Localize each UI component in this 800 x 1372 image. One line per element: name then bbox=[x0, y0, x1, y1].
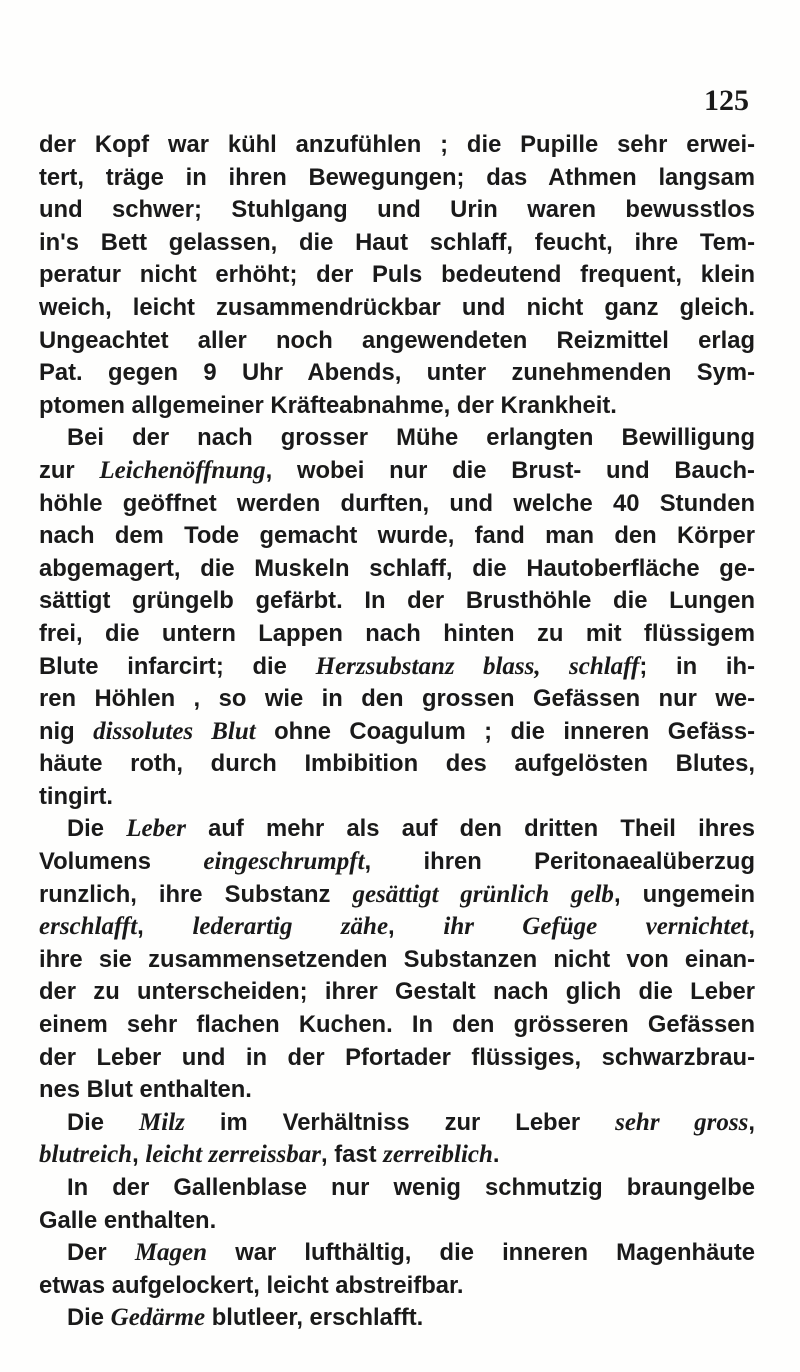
text-line bbox=[39, 292, 755, 325]
text-segment: peratur nicht erhöht; der Puls bedeutend frequent, klein bbox=[39, 261, 755, 289]
text-line bbox=[39, 911, 755, 944]
text-line bbox=[39, 520, 755, 553]
emphasized-term: Leichenöffnung bbox=[99, 456, 266, 484]
text-line bbox=[39, 1139, 755, 1172]
text-segment: runzlich, ihre Substanz bbox=[39, 880, 353, 908]
text-line bbox=[39, 716, 755, 749]
text-segment: nach dem Tode gemacht wurde, fand man den Körper bbox=[39, 522, 755, 550]
text-segment: und schwer; Stuhlgang und Urin waren bewusstlos bbox=[39, 196, 755, 224]
text-line bbox=[39, 618, 755, 651]
text-segment: Galle enthalten. bbox=[39, 1206, 217, 1234]
text-segment: tert, träge in ihren Bewegungen; das Athmen langsam bbox=[39, 163, 755, 191]
text-segment: , bbox=[748, 913, 755, 941]
text-segment: , fast bbox=[321, 1141, 384, 1169]
text-segment: Pat. gegen 9 Uhr Abends, unter zunehmenden Sym- bbox=[39, 359, 755, 387]
text-segment: In der Gallenblase nur wenig schmutzig braungelbe bbox=[67, 1174, 755, 1201]
text-segment: . bbox=[492, 1141, 500, 1169]
text-line bbox=[39, 879, 755, 912]
text-line bbox=[39, 1302, 755, 1335]
emphasized-term: Gedärme bbox=[110, 1304, 206, 1332]
emphasized-term: Magen bbox=[134, 1239, 208, 1267]
emphasized-term: leicht zerreissbar bbox=[145, 1141, 322, 1169]
emphasized-term: ihr Gefüge vernichtet bbox=[443, 913, 749, 941]
text-line bbox=[39, 162, 755, 195]
text-segment: , bbox=[137, 913, 193, 941]
page-number: 125 bbox=[704, 84, 749, 117]
text-segment: Die bbox=[67, 815, 127, 843]
text-segment: Volumens bbox=[39, 848, 204, 876]
text-line bbox=[39, 1205, 755, 1238]
text-line bbox=[39, 390, 755, 423]
text-line bbox=[39, 553, 755, 586]
text-line bbox=[39, 194, 755, 227]
text-line bbox=[39, 259, 755, 292]
emphasized-term: dissolutes Blut bbox=[93, 717, 256, 745]
text-line bbox=[39, 813, 755, 846]
emphasized-term: blutreich bbox=[39, 1141, 133, 1169]
text-segment: , bbox=[748, 1108, 755, 1136]
text-line bbox=[39, 1042, 755, 1075]
text-segment: der Leber und in der Pfortader flüssiges, schwarzbrau- bbox=[39, 1043, 755, 1071]
emphasized-term: eingeschrumpft bbox=[203, 848, 365, 876]
text-line bbox=[39, 651, 755, 684]
text-segment: war lufthältig, die inneren Magenhäute bbox=[207, 1239, 755, 1267]
text-segment: ren Höhlen , so wie in den grossen Gefässen nur we- bbox=[39, 685, 755, 713]
text-segment: ptomen allgemeiner Kräfteabnahme, der Krankheit. bbox=[39, 391, 617, 419]
emphasized-term: zerreiblich bbox=[383, 1141, 493, 1169]
text-segment: abgemagert, die Muskeln schlaff, die Hautoberfläche ge- bbox=[39, 554, 755, 582]
text-segment: ; in ih- bbox=[639, 652, 756, 680]
text-line bbox=[39, 129, 755, 162]
emphasized-term: erschlafft bbox=[39, 913, 138, 941]
text-segment: , ungemein bbox=[613, 880, 755, 908]
emphasized-term: sehr gross bbox=[615, 1108, 749, 1136]
text-segment: , ihren Peritonaealüberzug bbox=[364, 848, 755, 876]
text-segment: der zu unterscheiden; ihrer Gestalt nach glich die Leber bbox=[39, 978, 755, 1006]
text-segment: in's Bett gelassen, die Haut schlaff, feucht, ihre Tem- bbox=[39, 228, 755, 256]
text-segment: etwas aufgelockert, leicht abstreifbar. bbox=[39, 1271, 464, 1299]
text-segment: Der bbox=[67, 1239, 135, 1267]
text-line bbox=[39, 488, 755, 521]
text-line bbox=[39, 781, 755, 814]
emphasized-term: Milz bbox=[139, 1108, 185, 1136]
text-segment: häute roth, durch Imbibition des aufgelösten Blutes, bbox=[39, 750, 755, 778]
text-segment: weich, leicht zusammendrückbar und nicht ganz gleich. bbox=[39, 293, 755, 321]
text-segment: blutleer, erschlafft. bbox=[205, 1304, 424, 1332]
emphasized-term: lederartig zähe bbox=[192, 913, 389, 941]
text-segment: Blute infarcirt; die bbox=[39, 652, 316, 680]
text-line bbox=[39, 1074, 755, 1107]
text-line bbox=[39, 227, 755, 260]
text-line bbox=[39, 455, 755, 488]
text-line bbox=[39, 944, 755, 977]
text-segment: tingirt. bbox=[39, 782, 114, 810]
text-segment: Ungeachtet aller noch angewendeten Reizmittel erlag bbox=[39, 326, 755, 354]
emphasized-term: Leber bbox=[126, 815, 186, 843]
text-segment: auf mehr als auf den dritten Theil ihres bbox=[185, 815, 755, 843]
text-segment: Bei der nach grosser Mühe erlangten Bewilligung bbox=[67, 424, 755, 452]
text-segment: frei, die untern Lappen nach hinten zu mit flüssigem bbox=[39, 619, 755, 647]
text-segment: , bbox=[132, 1141, 146, 1169]
text-line bbox=[39, 748, 755, 781]
text-line bbox=[39, 683, 755, 716]
emphasized-term: Herzsubstanz blass, schlaff bbox=[315, 652, 640, 680]
body-text bbox=[39, 129, 755, 1335]
text-segment: Die bbox=[67, 1304, 111, 1332]
text-segment: höhle geöffnet werden durften, und welche 40 Stunden bbox=[39, 489, 755, 517]
text-segment: , wobei nur die Brust- und Bauch- bbox=[265, 456, 755, 484]
text-segment: nig bbox=[39, 717, 94, 745]
emphasized-term: gesättigt grünlich gelb bbox=[352, 880, 614, 908]
text-segment: zur bbox=[39, 456, 100, 484]
text-segment: ihre sie zusammensetzenden Substanzen nicht von einan- bbox=[39, 945, 755, 973]
text-line bbox=[39, 357, 755, 390]
text-line bbox=[39, 422, 755, 455]
text-segment: im Verhältniss zur Leber bbox=[184, 1108, 616, 1136]
text-segment: sättigt grüngelb gefärbt. In der Brusthöhle die Lungen bbox=[39, 587, 755, 615]
text-line bbox=[39, 976, 755, 1009]
text-line bbox=[39, 325, 755, 358]
text-segment: nes Blut enthalten. bbox=[39, 1076, 252, 1104]
text-line bbox=[39, 846, 755, 879]
text-segment: , bbox=[388, 913, 444, 941]
text-segment: der Kopf war kühl anzufühlen ; die Pupille sehr erwei- bbox=[39, 131, 755, 158]
text-segment: Die bbox=[67, 1108, 140, 1136]
text-segment: ohne Coagulum ; die inneren Gefäss- bbox=[255, 717, 756, 745]
text-line bbox=[39, 1009, 755, 1042]
text-segment: einem sehr flachen Kuchen. In den grösseren Gefässen bbox=[39, 1011, 755, 1039]
text-line bbox=[39, 1172, 755, 1205]
text-line bbox=[39, 1270, 755, 1303]
text-line bbox=[39, 1237, 755, 1270]
text-line bbox=[39, 1107, 755, 1140]
text-line bbox=[39, 585, 755, 618]
